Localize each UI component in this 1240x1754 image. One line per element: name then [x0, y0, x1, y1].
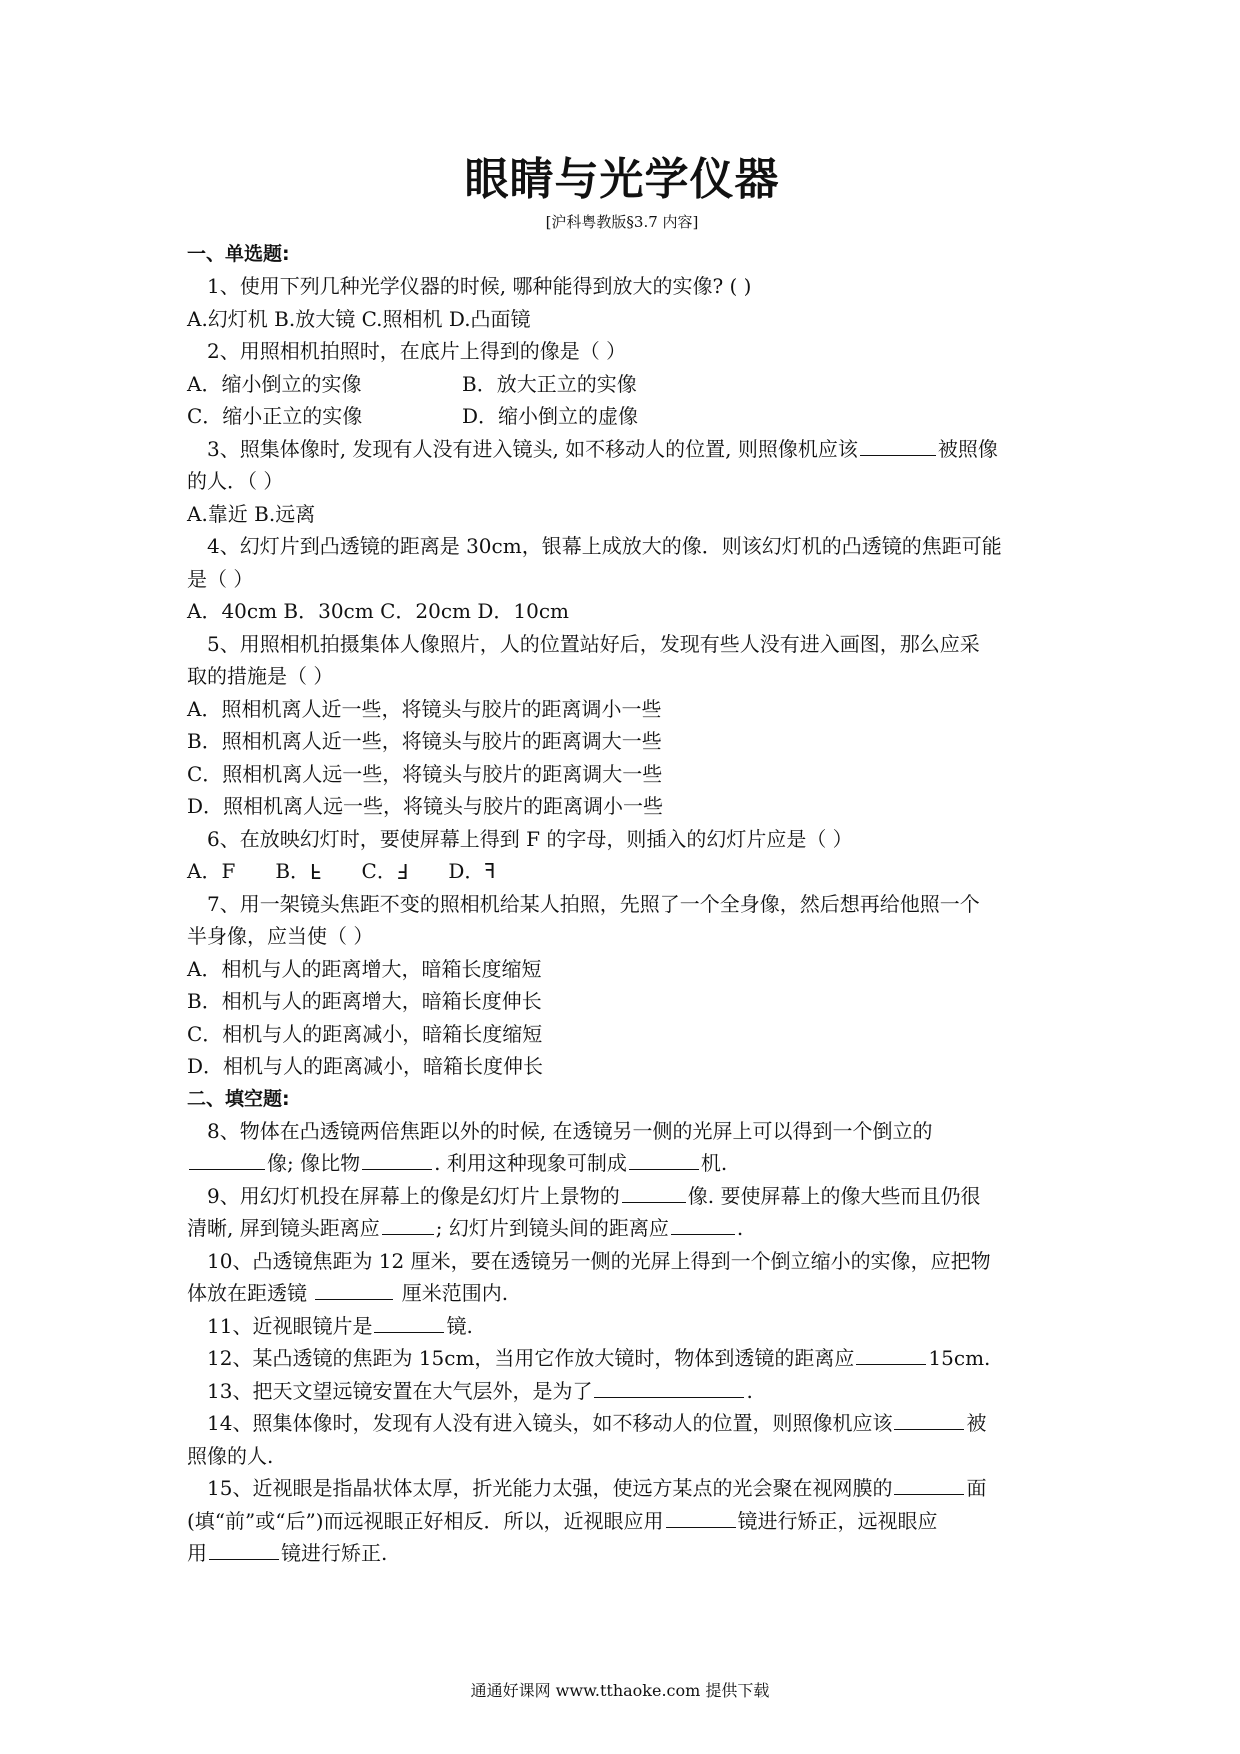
question-12-stem: 12、某凸透镜的焦距为 15cm，当用它作放大镜时，物体到透镜的距离应 15cm.: [207, 1346, 991, 1370]
flipped-f-rotated-glyph: F: [396, 859, 409, 883]
flipped-f-horizontal-glyph: F: [484, 859, 496, 883]
section-heading-single-choice: 一、单选题:: [187, 243, 290, 265]
answer-blank[interactable]: [382, 1214, 434, 1235]
answer-blank[interactable]: [894, 1409, 964, 1430]
question-14-stem: 14、照集体像时，发现有人没有进入镜头，如不移动人的位置，则照像机应该 被: [207, 1411, 987, 1435]
question-7-stem-continued: 半身像，应当使（ ）: [187, 924, 374, 948]
answer-blank[interactable]: [671, 1214, 735, 1235]
question-3-options: A.靠近 B.远离: [187, 501, 316, 526]
option-d: D．照相机离人远一些，将镜头与胶片的距离调小一些: [187, 794, 664, 818]
option-b-label: B．: [275, 859, 311, 883]
option-a: A．缩小倒立的实像: [187, 371, 362, 396]
question-15-stem: 15、近视眼是指晶状体太厚，折光能力太强，使远方某点的光会聚在视网膜的 面: [207, 1476, 987, 1500]
question-3-stem-continued: 的人．（ ）: [187, 469, 284, 493]
question-15-stem-continued: (填“前”或“后”)而远视眼正好相反．所以，近视眼应用 镜进行矫正，远视眼应: [187, 1508, 938, 1533]
section-heading-fill-blank: 二、填空题:: [187, 1087, 290, 1110]
option-d-label: D．: [448, 859, 485, 883]
option-c: C．照相机离人远一些，将镜头与胶片的距离调大一些: [187, 761, 663, 786]
answer-blank[interactable]: [894, 1474, 964, 1495]
answer-blank[interactable]: [594, 1377, 744, 1398]
question-5-stem-continued: 取的措施是（ ）: [187, 664, 334, 688]
answer-blank[interactable]: [315, 1279, 393, 1300]
answer-blank[interactable]: [629, 1149, 699, 1170]
question-10-stem-continued: 体放在距透镜 厘米范围内.: [187, 1281, 509, 1305]
question-6-options: [187, 855, 1057, 888]
page-title: 眼睛与光学仪器: [464, 154, 780, 205]
answer-blank[interactable]: [666, 1507, 736, 1528]
page-footer: 通通好课网 www.tthaoke.com 提供下载: [470, 1681, 770, 1700]
question-8-stem: 8、物体在凸透镜两倍焦距以外的时候, 在透镜另一侧的光屏上可以得到一个倒立的: [207, 1118, 933, 1143]
option-c: C．缩小正立的实像: [187, 404, 363, 428]
option-b: B．照相机离人近一些，将镜头与胶片的距离调大一些: [187, 729, 662, 753]
answer-blank[interactable]: [856, 1344, 926, 1365]
option-b: B．放大正立的实像: [462, 371, 637, 396]
flipped-f-vertical-glyph: F: [310, 859, 322, 883]
question-6-stem: 6、在放映幻灯时，要使屏幕上得到 F 的字母，则插入的幻灯片应是（ ）: [207, 826, 853, 851]
question-11-stem: 11、近视眼镜片是 镜.: [207, 1313, 473, 1338]
option-a: A．F: [187, 859, 236, 883]
question-4-options: A．40cm B．30cm C．20cm D．10cm: [187, 599, 570, 623]
question-3-stem: 3、照集体像时, 发现有人没有进入镜头, 如不移动人的位置, 则照像机应该 被照像: [207, 436, 998, 461]
answer-blank[interactable]: [189, 1149, 265, 1170]
question-9-stem-continued: 清晰, 屏到镜头距离应 ; 幻灯片到镜头间的距离应 .: [187, 1216, 744, 1240]
option-c-label: C．: [361, 859, 397, 883]
option-a: A．相机与人的距离增大，暗箱长度缩短: [187, 956, 542, 981]
answer-blank[interactable]: [860, 435, 936, 456]
answer-blank[interactable]: [362, 1149, 432, 1170]
option-b: B．相机与人的距离增大，暗箱长度伸长: [187, 989, 542, 1013]
option-d: D．相机与人的距离减小，暗箱长度伸长: [187, 1054, 544, 1078]
question-9-stem: 9、用幻灯机投在屏幕上的像是幻灯片上景物的 像. 要使屏幕上的像大些而且仍很: [207, 1183, 981, 1208]
answer-blank[interactable]: [374, 1312, 444, 1333]
question-2-stem: 2、用照相机拍照时，在底片上得到的像是（ ）: [207, 339, 627, 363]
question-8-stem-continued: 像; 像比物 . 利用这种现象可制成 机.: [187, 1147, 1057, 1180]
question-5-stem: 5、用照相机拍摄集体人像照片，人的位置站好后，发现有些人没有进入画图，那么应采: [207, 631, 980, 656]
question-4-stem: 4、幻灯片到凸透镜的距离是 30cm，银幕上成放大的像．则该幻灯机的凸透镜的焦距可能: [207, 534, 1002, 558]
question-2-options-row-1: [187, 368, 1057, 401]
page-subtitle: [沪科粤教版§3.7 内容]: [545, 213, 699, 231]
answer-blank[interactable]: [622, 1182, 686, 1203]
answer-blank[interactable]: [209, 1539, 279, 1560]
option-c: C．相机与人的距离减小，暗箱长度缩短: [187, 1021, 543, 1046]
question-13-stem: 13、把天文望远镜安置在大气层外，是为了 .: [207, 1378, 753, 1403]
question-10-stem: 10、凸透镜焦距为 12 厘米，要在透镜另一侧的光屏上得到一个倒立缩小的实像，应把物: [207, 1248, 991, 1273]
question-7-stem: 7、用一架镜头焦距不变的照相机给某人拍照，先照了一个全身像，然后想再给他照一个: [207, 891, 980, 916]
question-1-stem: 1、使用下列几种光学仪器的时候, 哪种能得到放大的实像? ( ): [207, 274, 752, 298]
question-4-stem-continued: 是（ ）: [187, 566, 254, 591]
option-a: A．照相机离人近一些，将镜头与胶片的距离调小一些: [187, 696, 662, 721]
worksheet-page: [187, 150, 1057, 1570]
option-d: D．缩小倒立的虚像: [462, 404, 639, 428]
question-2-options-row-2: [187, 400, 1057, 433]
question-1-options: A.幻灯机 B.放大镜 C.照相机 D.凸面镜: [187, 306, 531, 331]
question-15-stem-end: 用 镜进行矫正.: [187, 1541, 388, 1565]
question-14-stem-continued: 照像的人.: [187, 1443, 274, 1468]
